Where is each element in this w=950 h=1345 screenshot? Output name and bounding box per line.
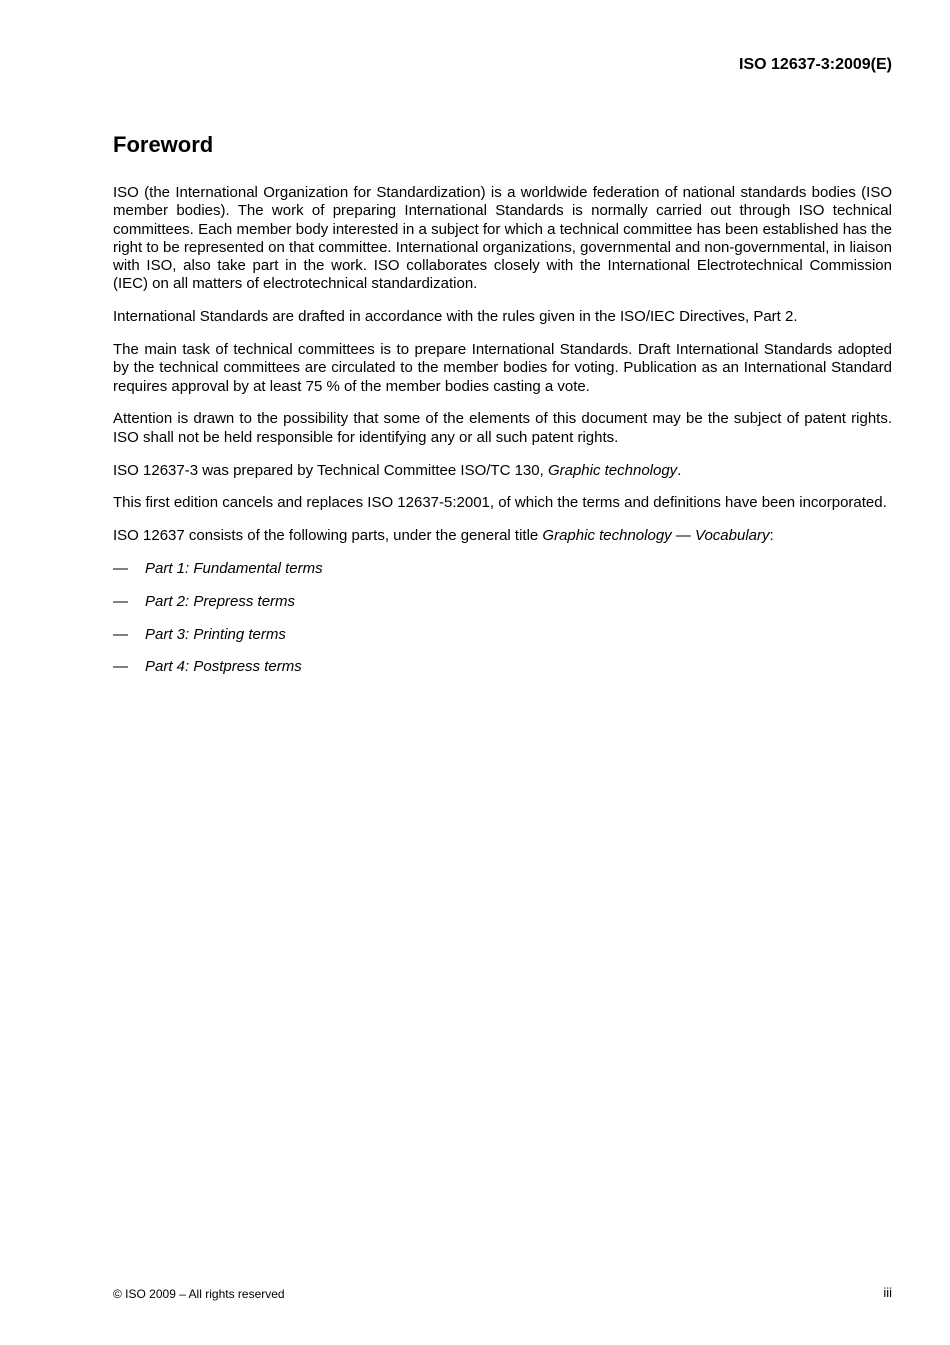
dash-marker: — [113,625,128,643]
dash-marker: — [113,592,128,610]
document-id: ISO 12637-3:2009(E) [739,56,892,73]
general-title: Graphic technology — Vocabulary [542,527,770,545]
part-title: Part 4: Postpress terms [145,658,302,676]
paragraph-directives: International Standards are drafted in accordance with the rules given in the ISO/IEC Directives, Part 2. [113,308,798,326]
paragraph-parts-intro [113,527,892,545]
part-title: Part 3: Printing terms [145,625,286,643]
part-title: Part 1: Fundamental terms [145,559,323,577]
list-item [113,658,892,676]
dash-marker: — [113,658,128,676]
list-item [113,593,892,611]
copyright-notice: © ISO 2009 – All rights reserved [113,1287,285,1301]
foreword-title: Foreword [113,132,214,157]
committee-title: Graphic technology [547,461,678,479]
parts-intro-end: : [769,527,774,545]
list-item [113,560,892,578]
prepared-by-text: ISO 12637-3 was prepared by Technical Committee ISO/TC 130, [113,461,548,479]
paragraph-prepared-by [113,462,892,480]
foreword-section [113,130,892,691]
paragraph-edition: This first edition cancels and replaces ISO 12637-5:2001, of which the terms and definitions have been incorporated. [113,494,887,512]
parts-intro-text: ISO 12637 consists of the following parts, under the general title [113,527,543,545]
paragraph-iso-intro: ISO (the International Organization for Standardization) is a worldwide federation of national standards bodies (ISO member bodies). The work of preparing International Standards is normally carried out through ISO technical committees. Each member body interested in a subject for which a technical committee has been established has the right to be represented on that committee. International organizations, governmental and non-governmental, in liaison with ISO, also take part in the work. ISO collaborates closely with the International Electrotechnical Commission (IEC) on all matters of electrotechnical standardization. [113,184,892,293]
page-number: iii [883,1285,892,1300]
paragraph-patent: Attention is drawn to the possibility that some of the elements of this document may be the subject of patent rights. ISO shall not be held responsible for identifying any or all such patent rights. [113,410,892,446]
paragraph-committees: The main task of technical committees is to prepare International Standards. Draft International Standards adopted by the technical committees are circulated to the member bodies for voting. Publication as an International Standard requires approval by at least 75 % of the member bodies casting a vote. [113,341,892,395]
parts-list [113,560,892,677]
list-item [113,626,892,644]
part-title: Part 2: Prepress terms [145,592,296,610]
prepared-by-end: . [677,461,682,479]
dash-marker: — [113,559,128,577]
